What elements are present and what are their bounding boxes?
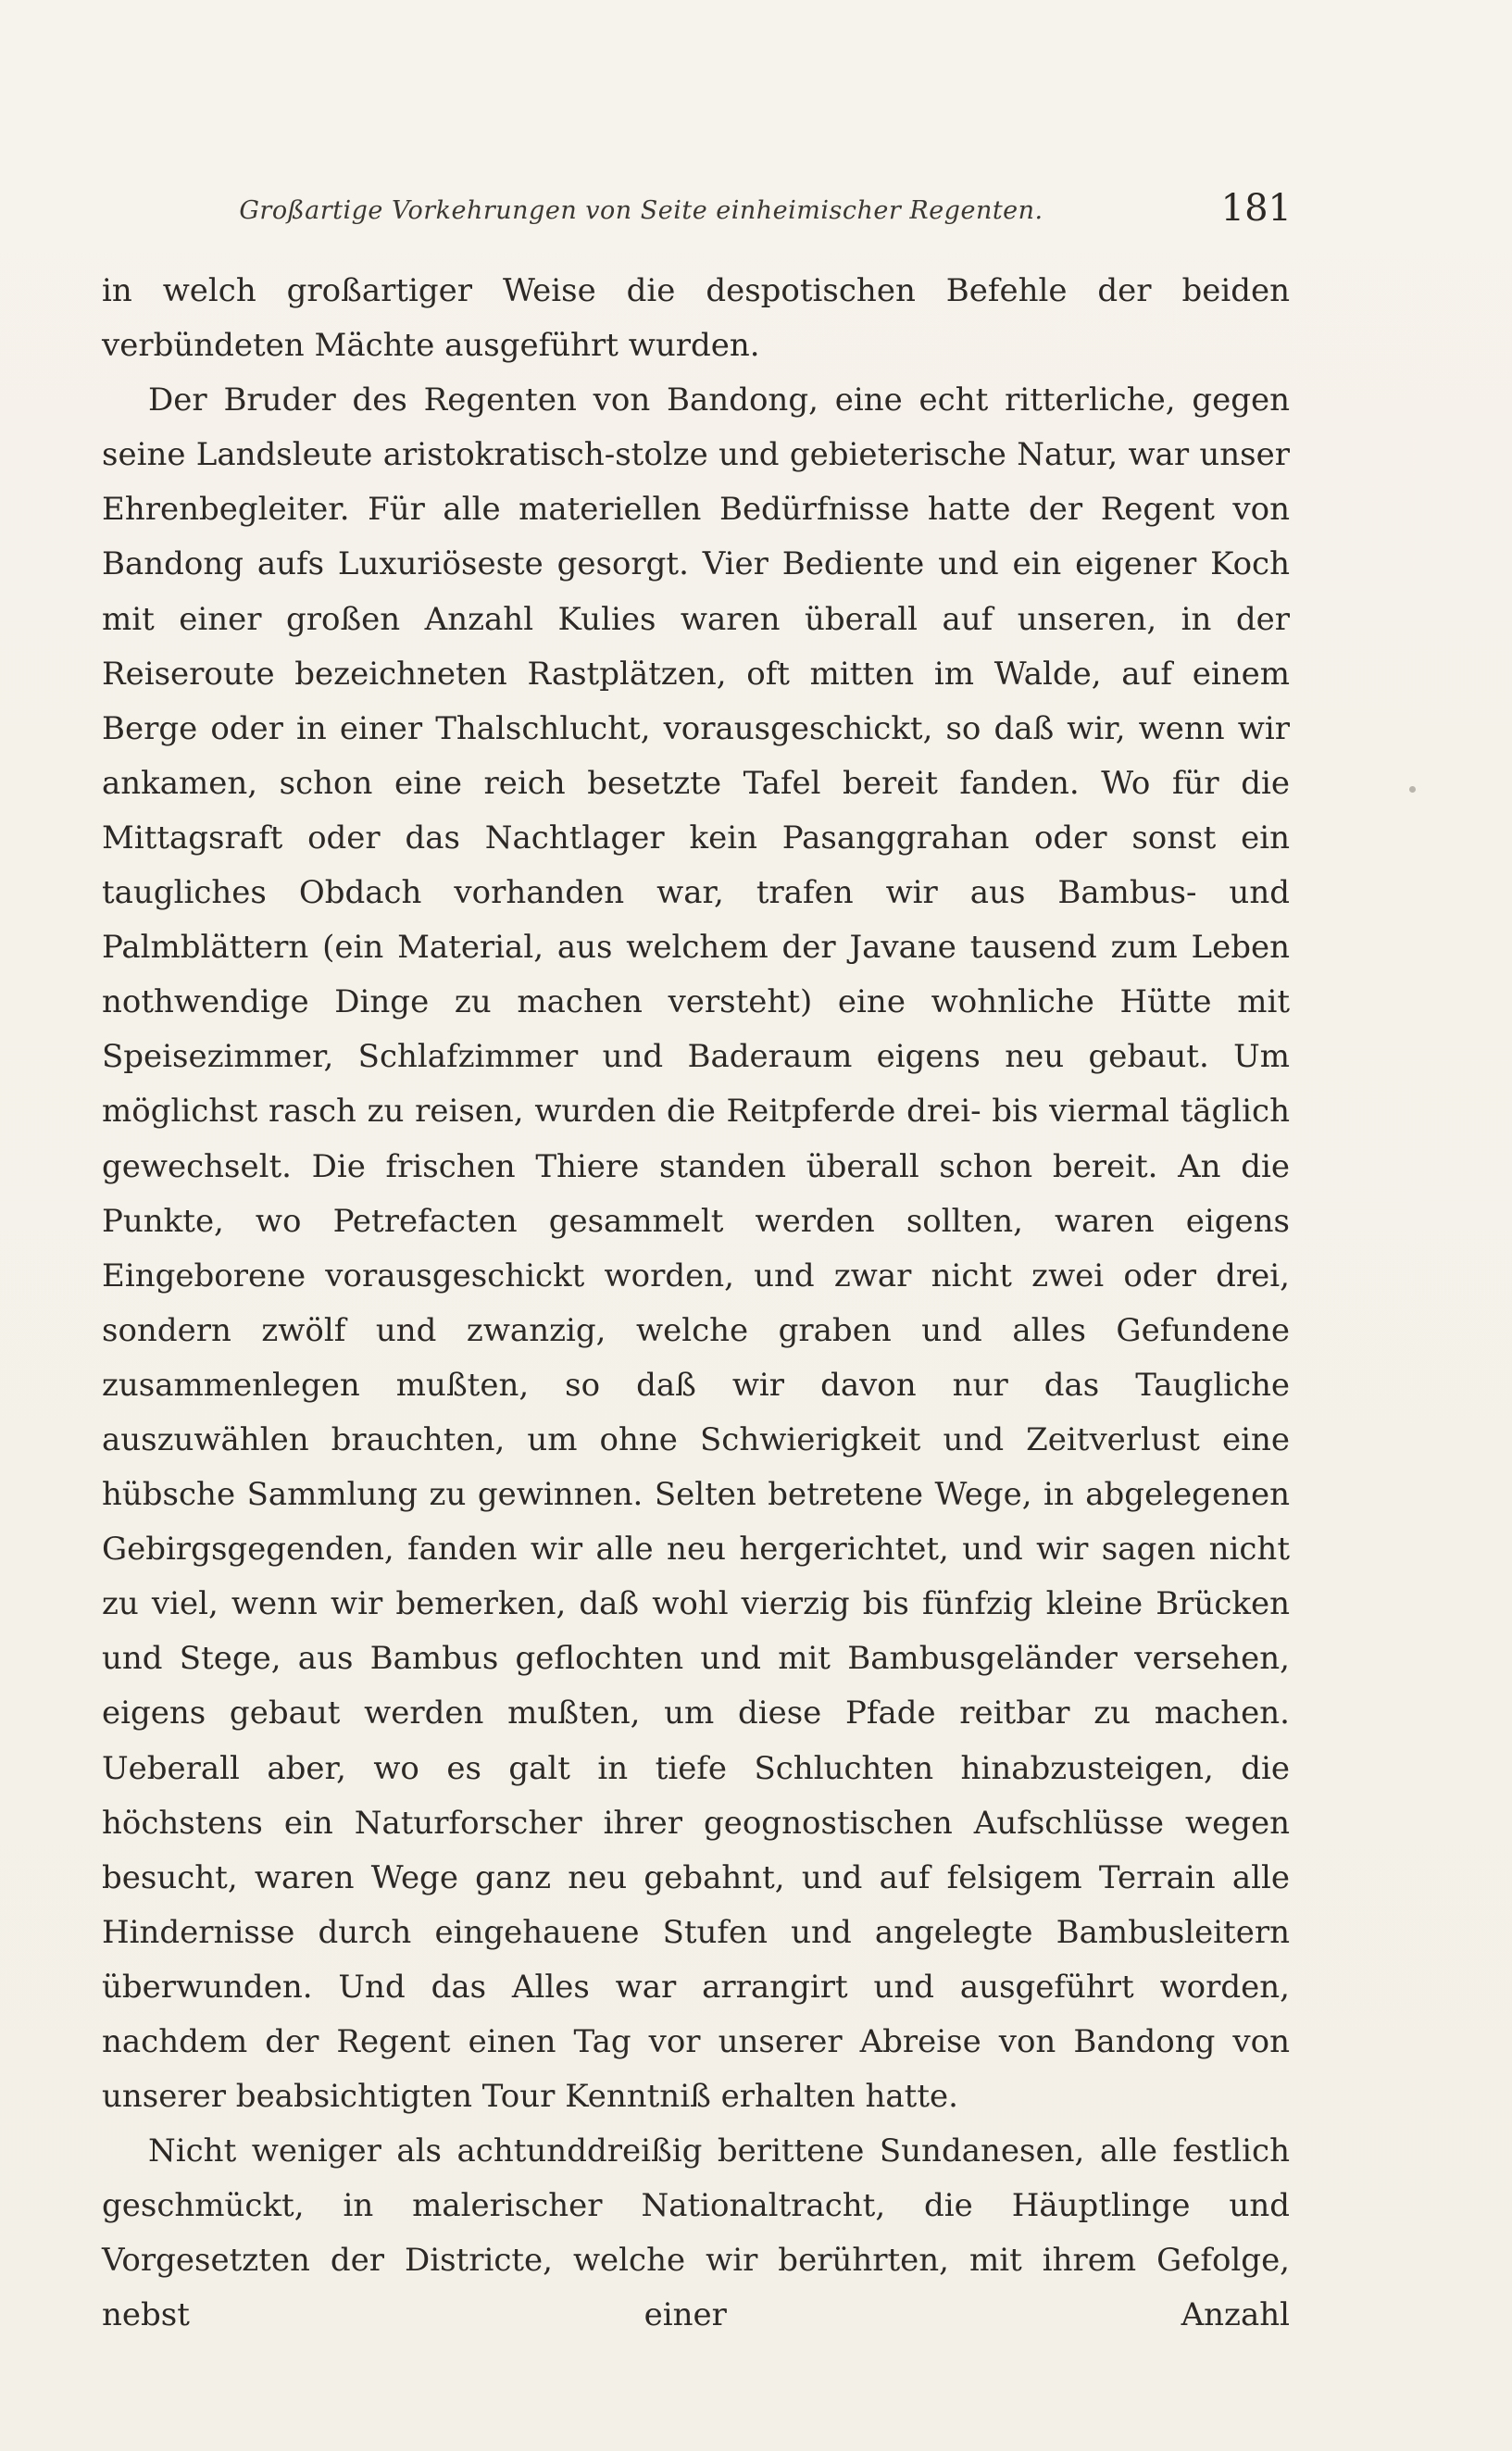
running-title: Großartige Vorkehrungen von Seite einheimischer Regenten. [239, 196, 1043, 225]
paper-speck [1409, 786, 1416, 793]
paragraph-2: Der Bruder des Regenten von Bandong, eine echt ritterliche, gegen seine Landsleute aristokratisch-stolze und gebieterische Natur, war unser Ehrenbegleiter. Für alle materiellen Bedürfnisse hatte der Regent von Bandong aufs Luxuriöseste gesorgt. Vier Bediente und ein eigener Koch mit einer großen Anzahl Kulies waren überall auf unseren, in der Reiseroute bezeichneten Rastplätzen, oft mitten im Walde, auf einem Berge oder in einer Thalschlucht, vorausgeschickt, so daß wir, wenn wir ankamen, schon eine reich besetzte Tafel bereit fanden. Wo für die Mittagsraft oder das Nachtlager kein Pasanggrahan oder sonst ein taugliches Obdach vorhanden war, trafen wir aus Bambus- und Palmblättern (ein Material, aus welchem der Javane tausend zum Leben nothwendige Dinge zu machen versteht) eine wohnliche Hütte mit Speisezimmer, Schlafzimmer und Baderaum eigens neu gebaut. Um möglichst rasch zu reisen, wurden die Reitpferde drei- bis viermal täglich gewechselt. Die frischen Thiere standen überall schon bereit. An die Punkte, wo Petrefacten gesammelt werden sollten, waren eigens Eingeborene vorausgeschickt worden, und zwar nicht zwei oder drei, sondern zwölf und zwanzig, welche graben und alles Gefundene zusammenlegen mußten, so daß wir davon nur das Taugliche auszuwählen brauchten, um ohne Schwierigkeit und Zeitverlust eine hübsche Sammlung zu gewinnen. Selten betretene Wege, in abgelegenen Gebirgsgegenden, fanden wir alle neu hergerichtet, und wir sagen nicht zu viel, wenn wir bemerken, daß wohl vierzig bis fünfzig kleine Brücken und Stege, aus Bambus geflochten und mit Bambusgeländer versehen, eigens gebaut werden mußten, um diese Pfade reitbar zu machen. Ueberall aber, wo es galt in tiefe Schluchten hinabzusteigen, die höchstens ein Naturforscher ihrer geognostischen Aufschlüsse wegen besucht, waren Wege ganz neu gebahnt, und auf felsigem Terrain alle Hindernisse durch eingehauene Stufen und angelegte Bambusleitern überwunden. Und das Alles war arrangirt und ausgeführt worden, nachdem der Regent einen Tag vor unserer Abreise von Bandong von unserer beabsichtigten Tour Kenntniß erhalten hatte. [102, 381, 1290, 2116]
page-number: 181 [1220, 187, 1292, 230]
paragraph-1: in welch großartiger Weise die despotischen Befehle der beiden verbündeten Mächte ausgeführt wurden. [102, 272, 1290, 365]
running-header [102, 187, 1292, 243]
paragraph-3: Nicht weniger als achtunddreißig berittene Sundanesen, alle festlich geschmückt, in malerischer Nationaltracht, die Häuptlinge und Vorgesetzten der Districte, welche wir berührten, mit ihrem Gefolge, nebst einer Anzahl [102, 2132, 1290, 2334]
body-text [102, 264, 1290, 2344]
